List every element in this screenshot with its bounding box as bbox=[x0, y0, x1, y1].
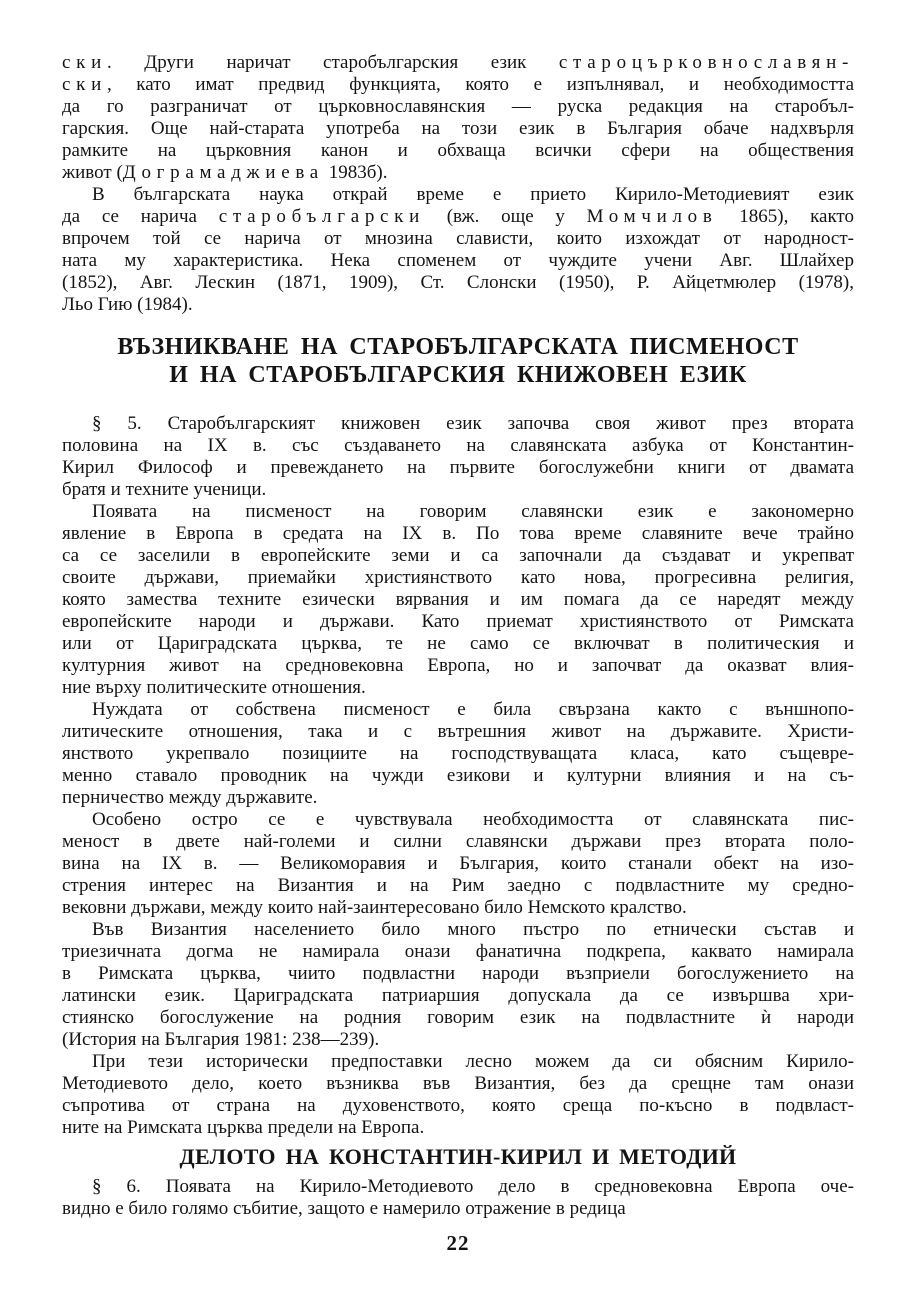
text-segment: ДЕЛОТО НА КОНСТАНТИН-КИРИЛ И МЕТОДИЙ bbox=[179, 1144, 737, 1169]
text-segment: § 6. Появата на Кирило-Методиевото дело в средновековна Европа оче- bbox=[92, 1176, 854, 1197]
paragraph bbox=[62, 919, 854, 1051]
text-segment: ните на Римската църква предели на Европа. bbox=[62, 1117, 425, 1138]
text-segment: ние върху политическите отношения. bbox=[62, 677, 366, 698]
text-line bbox=[62, 853, 854, 875]
text-segment: Във Византия населението било много пъстро по етнически състав и bbox=[92, 919, 854, 940]
text-line bbox=[62, 96, 854, 118]
text-segment: или от Цариградската църква, те не само се включват в политическия и bbox=[62, 633, 854, 654]
paragraph bbox=[62, 501, 854, 699]
text-line bbox=[62, 1007, 854, 1029]
letterspaced-emphasis: ски bbox=[62, 74, 107, 95]
text-line bbox=[62, 523, 854, 545]
text-segment: да се нарича bbox=[62, 206, 219, 227]
text-segment: впрочем той се нарича от мнозина слависти, които изхождат от народност- bbox=[62, 228, 854, 249]
text-segment: явление в Европа в средата на IX в. По това време славяните вече трайно bbox=[62, 523, 854, 544]
text-line bbox=[62, 963, 854, 985]
text-line bbox=[62, 413, 854, 435]
text-line bbox=[62, 184, 854, 206]
text-line bbox=[62, 74, 854, 96]
text-segment: (вж. още у bbox=[424, 206, 587, 227]
text-segment: 1865), както bbox=[717, 206, 854, 227]
text-segment: братя и техните ученици. bbox=[62, 479, 267, 500]
text-segment: видно е било голямо събитие, защото е намерило отражение в редица bbox=[62, 1198, 626, 1219]
text-segment: При тези исторически предпоставки лесно можем да си обясним Кирило- bbox=[92, 1051, 854, 1072]
text-line bbox=[62, 919, 854, 941]
paragraph bbox=[62, 809, 854, 919]
text-line bbox=[62, 206, 854, 228]
page-body bbox=[62, 52, 854, 1255]
text-segment: триезичната догма не намирала онази фанатична подкрепа, каквато намирала bbox=[62, 941, 854, 962]
paragraph bbox=[62, 1176, 854, 1220]
text-line bbox=[62, 765, 854, 787]
letterspaced-emphasis: ски bbox=[62, 52, 107, 73]
text-line bbox=[62, 294, 854, 316]
text-segment: § 5. Старобългарският книжовен език започва своя живот през втората bbox=[92, 413, 854, 434]
text-line bbox=[62, 479, 854, 501]
text-line bbox=[62, 655, 854, 677]
text-line bbox=[62, 1029, 854, 1051]
text-line bbox=[62, 941, 854, 963]
text-line bbox=[62, 721, 854, 743]
text-segment: в Римската църква, чиито подвластни народи възприели богослужението на bbox=[62, 963, 854, 984]
paragraph bbox=[62, 699, 854, 809]
text-line bbox=[62, 611, 854, 633]
text-line bbox=[62, 52, 854, 74]
text-line bbox=[62, 545, 854, 567]
letterspaced-emphasis: Момчилов bbox=[586, 206, 718, 227]
text-line bbox=[62, 250, 854, 272]
letterspaced-emphasis: старобългарски bbox=[218, 206, 425, 227]
text-line bbox=[62, 457, 854, 479]
text-line bbox=[62, 1051, 854, 1073]
text-segment: менно ставало проводник на чужди езикови и културни влияния и на съ- bbox=[62, 765, 854, 786]
text-segment: половина на IX в. със създаването на славянската азбука от Константин- bbox=[62, 435, 854, 456]
text-line bbox=[62, 567, 854, 589]
text-segment: живот ( bbox=[62, 162, 123, 183]
section-heading bbox=[62, 1144, 854, 1170]
text-line bbox=[62, 140, 854, 162]
text-segment: латински език. Цариградската патриаршия допускала да се извършва хри- bbox=[62, 985, 854, 1006]
text-segment: 1983б). bbox=[323, 162, 388, 183]
text-segment: вековни държави, между които най-заинтересовано било Немското кралство. bbox=[62, 897, 687, 918]
paragraph bbox=[62, 52, 854, 184]
text-segment: литическите отношения, така и с вътрешния живот на държавите. Христи- bbox=[62, 721, 854, 742]
paragraph bbox=[62, 1051, 854, 1139]
text-segment: ВЪЗНИКВАНЕ НА СТАРОБЪЛГАРСКАТА ПИСМЕНОСТ bbox=[117, 334, 799, 360]
text-line bbox=[62, 699, 854, 721]
text-line bbox=[62, 162, 854, 184]
heading-line bbox=[62, 1144, 854, 1170]
text-line bbox=[62, 985, 854, 1007]
text-line bbox=[62, 1198, 854, 1220]
text-segment: ната му характеристика. Нека споменем от чуждите учени Авг. Шлайхер bbox=[62, 250, 854, 271]
text-line bbox=[62, 831, 854, 853]
paragraph bbox=[62, 413, 854, 501]
text-line bbox=[62, 589, 854, 611]
letterspaced-emphasis: староцърковнославян- bbox=[558, 52, 854, 73]
text-line bbox=[62, 1073, 854, 1095]
text-segment: са се заселили в европейските земи и са започнали да създават и укрепват bbox=[62, 545, 854, 566]
text-segment: В българската наука открай време е прието Кирило-Методиевият език bbox=[92, 184, 854, 205]
text-line bbox=[62, 677, 854, 699]
text-segment: . Други наричат старобългарския език bbox=[106, 52, 559, 73]
text-segment: , като имат предвид функцията, която е изпълнявал, и необходимостта bbox=[106, 74, 854, 95]
text-segment: Появата на писменост на говорим славянски език е закономерно bbox=[92, 501, 854, 522]
text-line bbox=[62, 272, 854, 294]
chapter-heading bbox=[62, 333, 854, 389]
text-segment: да го разграничат от църковнославянския — руска редакция на старобъл- bbox=[62, 96, 854, 117]
text-line bbox=[62, 787, 854, 809]
page-footer bbox=[62, 1232, 854, 1255]
text-line bbox=[62, 1176, 854, 1198]
text-segment: Нуждата от собствена писменост е била свързана както с външнопо- bbox=[92, 699, 854, 720]
text-segment: янството укрепвало позициите на господствуващата класа, като същевре- bbox=[62, 743, 854, 764]
text-segment: културния живот на средновековна Европа, но и започват да оказват влия- bbox=[62, 655, 854, 676]
page-number: 22 bbox=[446, 1231, 470, 1255]
text-line bbox=[62, 501, 854, 523]
text-line bbox=[62, 809, 854, 831]
text-line bbox=[62, 743, 854, 765]
text-line bbox=[62, 633, 854, 655]
text-segment: своите държави, приемайки християнството като нова, прогресивна религия, bbox=[62, 567, 854, 588]
text-line bbox=[62, 1095, 854, 1117]
text-segment: Методиевото дело, което възниква във Византия, без да срещне там онази bbox=[62, 1073, 854, 1094]
text-segment: Кирил Философ и превеждането на първите богослужебни книги от двамата bbox=[62, 457, 854, 478]
paragraph bbox=[62, 184, 854, 316]
text-segment: (1852), Авг. Лескин (1871, 1909), Ст. Слонски (1950), Р. Айцетмюлер (1978), bbox=[62, 272, 854, 293]
letterspaced-emphasis: Дограмаджиева bbox=[122, 162, 324, 183]
text-blocks bbox=[62, 52, 854, 1220]
text-line bbox=[62, 228, 854, 250]
text-segment: съпротива от страна на духовенството, която среща по-късно в подвласт- bbox=[62, 1095, 854, 1116]
text-segment: рамките на църковния канон и обхваща всички сфери на обществения bbox=[62, 140, 854, 161]
text-segment: меност в двете най-големи и силни славянски държави през втората поло- bbox=[62, 831, 854, 852]
text-segment: европейските народи и държави. Като приемат християнството от Римската bbox=[62, 611, 854, 632]
text-segment: И НА СТАРОБЪЛГАРСКИЯ КНИЖОВЕН ЕЗИК bbox=[169, 362, 747, 388]
text-line bbox=[62, 118, 854, 140]
text-segment: Особено остро се е чувствувала необходимостта от славянската пис- bbox=[92, 809, 854, 830]
text-segment: Льо Гию (1984). bbox=[62, 294, 193, 315]
text-segment: която замества техните езически вярвания и им помага да се наредят между bbox=[62, 589, 854, 610]
text-segment: гарския. Още най-старата употреба на този език в България обаче надхвърля bbox=[62, 118, 854, 139]
text-segment: вина на IX в. — Великоморавия и България, които станали обект на изо- bbox=[62, 853, 854, 874]
heading-line bbox=[62, 361, 854, 389]
text-segment: (История на България 1981: 238—239). bbox=[62, 1029, 380, 1050]
text-segment: стиянско богослужение на родния говорим език на подвластните ѝ народи bbox=[62, 1007, 854, 1028]
text-line bbox=[62, 1117, 854, 1139]
heading-line bbox=[62, 333, 854, 361]
text-segment: перничество между държавите. bbox=[62, 787, 318, 808]
text-line bbox=[62, 435, 854, 457]
text-line bbox=[62, 875, 854, 897]
text-line bbox=[62, 897, 854, 919]
text-segment: стрения интерес на Византия и на Рим заедно с подвластните му средно- bbox=[62, 875, 854, 896]
